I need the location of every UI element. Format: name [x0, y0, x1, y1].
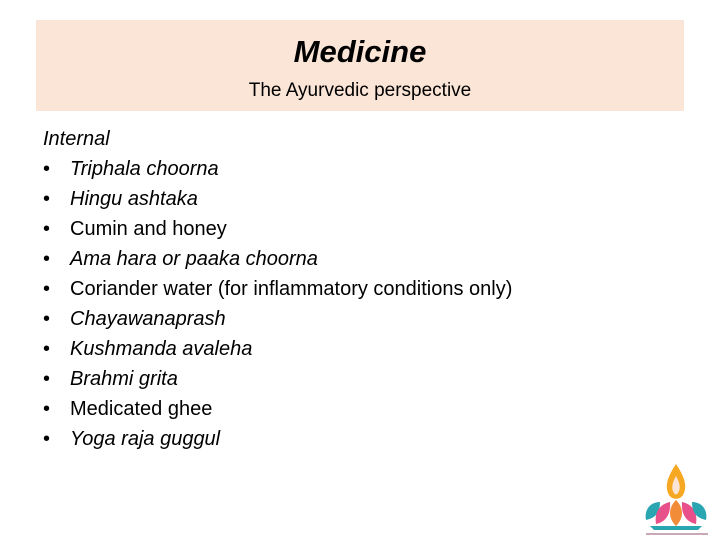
- list-item-text: Medicated ghee: [70, 398, 213, 420]
- bullet-icon: •: [43, 398, 51, 420]
- lamp-lotus-logo-icon: [640, 462, 714, 538]
- list-item-text: Triphala choorna: [70, 158, 219, 180]
- slide-title: Medicine: [293, 34, 427, 69]
- list-item: [43, 154, 683, 184]
- list-item-text: Brahmi grita: [70, 368, 178, 390]
- petal-shape: [670, 500, 682, 526]
- list-item: [43, 304, 683, 334]
- bullet-icon: •: [43, 278, 51, 300]
- logo-graphic: [640, 462, 714, 538]
- list-item-text: Coriander water (for inflammatory conditions only): [70, 278, 513, 300]
- list-item: [43, 424, 683, 454]
- list-item-text: Chayawanaprash: [70, 308, 226, 330]
- logo-caption-line: [646, 533, 708, 535]
- list-item: [43, 274, 683, 304]
- list-item: [43, 394, 683, 424]
- list-item-text: Cumin and honey: [70, 218, 227, 240]
- list-item-text: Ama hara or paaka choorna: [70, 248, 318, 270]
- bullet-icon: •: [43, 248, 51, 270]
- list-item: [43, 334, 683, 364]
- bullet-icon: •: [43, 308, 51, 330]
- base-shape: [650, 526, 702, 530]
- bullet-icon: •: [43, 368, 51, 390]
- bullet-icon: •: [43, 338, 51, 360]
- section-heading: Internal: [43, 128, 110, 150]
- list-item-text: Hingu ashtaka: [70, 188, 198, 210]
- title-band: [36, 20, 684, 111]
- bullet-icon: •: [43, 188, 51, 210]
- bullet-icon: •: [43, 428, 51, 450]
- bullet-icon: •: [43, 158, 51, 180]
- list-item: [43, 244, 683, 274]
- list-item: [43, 184, 683, 214]
- content-area: [43, 124, 683, 454]
- bullet-icon: •: [43, 218, 51, 240]
- slide-subtitle: The Ayurvedic perspective: [248, 80, 472, 101]
- list-item-text: Kushmanda avaleha: [70, 338, 253, 360]
- list-item: [43, 214, 683, 244]
- medicine-list: [43, 154, 683, 454]
- list-item: [43, 364, 683, 394]
- list-item-text: Yoga raja guggul: [70, 428, 221, 450]
